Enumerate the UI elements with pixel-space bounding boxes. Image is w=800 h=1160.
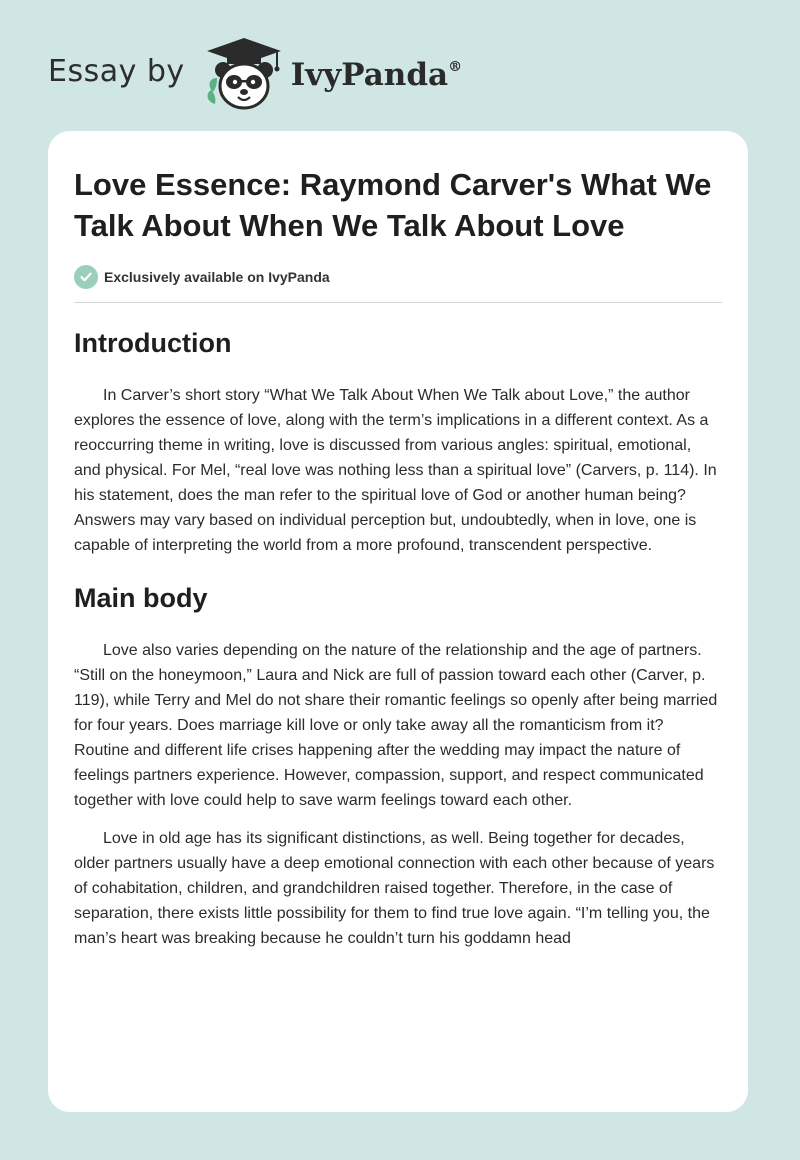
essay-card bbox=[48, 131, 748, 1112]
section-heading-main-body: Main body bbox=[74, 583, 208, 613]
paragraph: Love in old age has its significant distinctions, as well. Being together for decades, older partners usually have a deep emotional connection with each other because of years of cohabitation, children, and grandchildren raised together. Therefore, in the case of separation, there exists little possibility for them to find true love again. “I’m telling you, the man’s heart was breaking because he couldn’t turn his goddamn head bbox=[74, 830, 715, 947]
check-circle-icon bbox=[74, 265, 98, 289]
exclusive-badge bbox=[74, 265, 722, 289]
essay-by-label: Essay by bbox=[48, 53, 185, 89]
essay-title: Love Essence: Raymond Carver's What We Talk About When We Talk About Love bbox=[74, 167, 712, 243]
brand-name-text: IvyPanda bbox=[290, 57, 449, 93]
section-heading-introduction: Introduction bbox=[74, 328, 232, 358]
content-fade bbox=[48, 1052, 748, 1112]
registered-mark: ® bbox=[448, 59, 463, 75]
paragraph: In Carver’s short story “What We Talk About When We Talk about Love,” the author explores the essence of love, along with the term’s implications in a different context. As a reoccurring theme in writing, love is discussed from various angles: spiritual, emotional, and physical. For Mel, “real love was nothing less than a spiritual love” (Carvers, p. 114). In his statement, does the man refer to the spiritual love of God or another human being? Answers may vary based on individual perception but, undoubtedly, when in love, one is capable of interpreting the world from a more profound, transcendent perspective. bbox=[74, 387, 717, 554]
title-divider bbox=[74, 302, 722, 303]
panda-graduate-logo-icon[interactable] bbox=[199, 34, 289, 114]
exclusive-label: Exclusively available on IvyPanda bbox=[104, 269, 330, 285]
site-header bbox=[48, 34, 462, 114]
brand-name[interactable] bbox=[291, 57, 462, 93]
paragraph: Love also varies depending on the nature of the relationship and the age of partners. “Still on the honeymoon,” Laura and Nick are full of passion toward each other (Carver, p. 119), while Terry and Mel do not share their romantic feelings so openly after being married for four years. Does marriage kill love or only take away all the romanticism from it? Routine and different life crises happening after the wedding may impact the nature of feelings partners experience. However, compassion, support, and respect communicated together with love could help to save warm feelings toward each other. bbox=[74, 642, 718, 809]
